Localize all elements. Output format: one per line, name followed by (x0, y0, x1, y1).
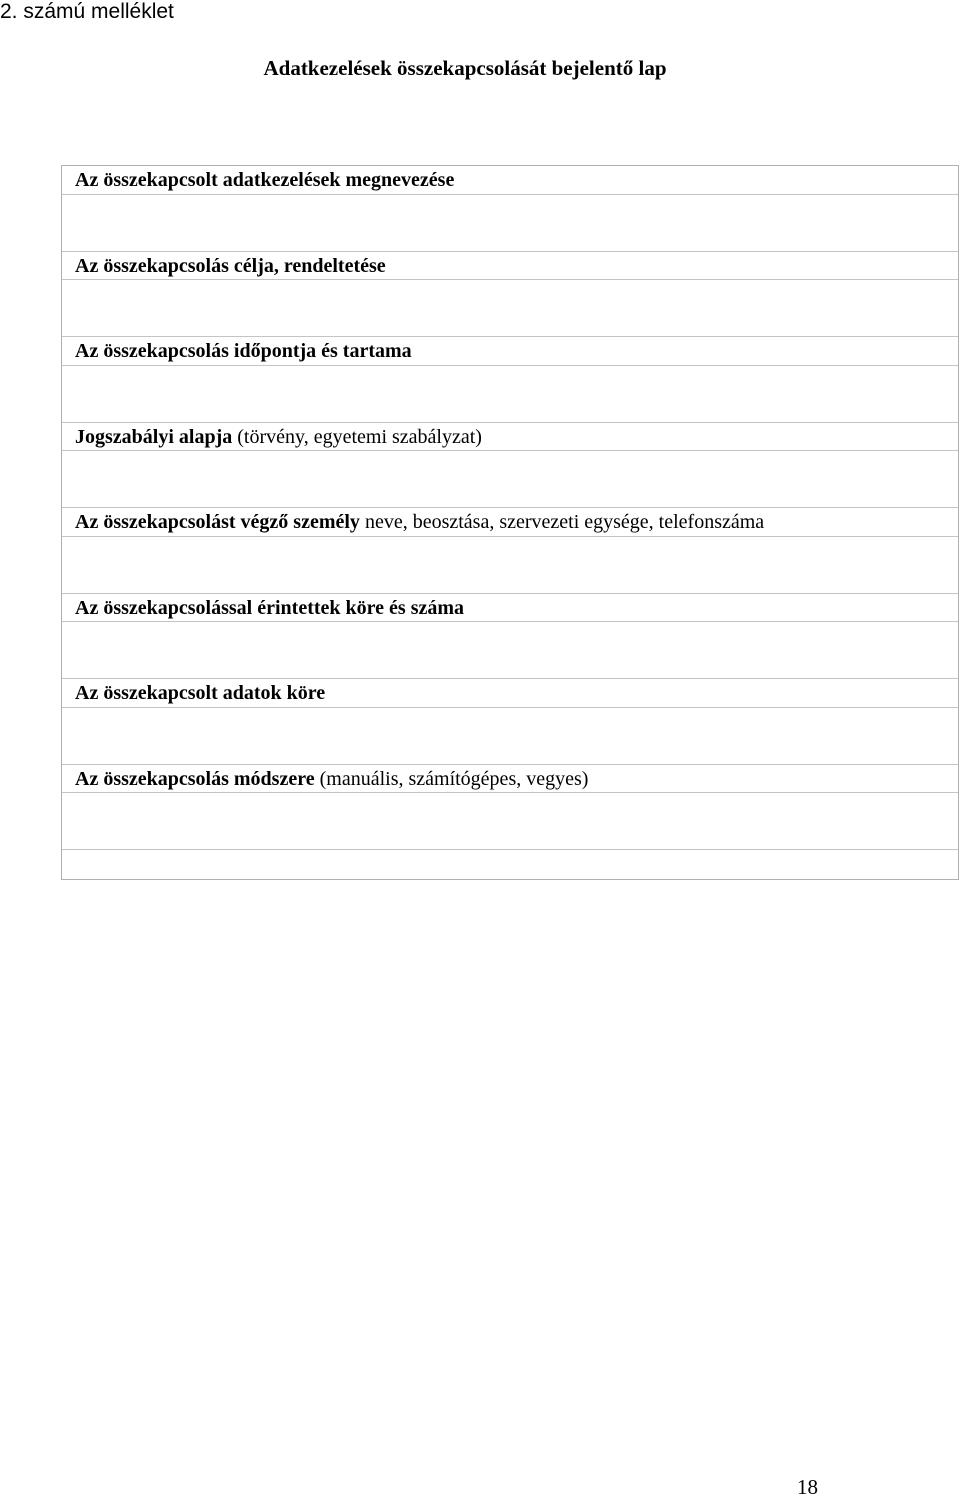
field-label-linked-processing-name (62, 166, 958, 195)
annex-label: 2. számú melléklet (0, 0, 174, 23)
field-label-bold: Az összekapcsolást végző személy (75, 511, 360, 533)
field-input-linked-data-scope[interactable] (62, 708, 958, 765)
field-label-linking-method (62, 765, 958, 794)
field-input-linked-processing-name[interactable] (62, 195, 958, 252)
field-label-linked-data-scope (62, 679, 958, 708)
field-label-bold: Az összekapcsolt adatok köre (75, 682, 326, 704)
field-input-linking-method-extra[interactable] (62, 850, 958, 879)
field-input-affected-persons[interactable] (62, 622, 958, 679)
field-label-bold: Az összekapcsolás célja, rendeltetése (75, 254, 386, 277)
field-input-purpose[interactable] (62, 280, 958, 337)
document-title: Adatkezelések összekapcsolását bejelentő lap (263, 56, 667, 80)
field-label-bold: Az összekapcsolással érintettek köre és száma (75, 596, 465, 619)
field-label-bold: Az összekapcsolt adatkezelések megnevezése (75, 169, 455, 191)
field-input-legal-basis[interactable] (62, 451, 958, 508)
field-input-responsible-person[interactable] (62, 537, 958, 594)
field-input-linking-method[interactable] (62, 793, 958, 850)
field-label-purpose (62, 252, 958, 281)
field-input-time-and-duration[interactable] (62, 366, 958, 423)
field-label-note: neve, beosztása, szervezeti egysége, telefonszáma (359, 511, 765, 533)
field-label-note: (manuális, számítógépes, vegyes) (314, 767, 589, 790)
field-label-bold: Az összekapcsolás időpontja és tartama (75, 340, 412, 362)
field-label-note: (törvény, egyetemi szabályzat) (232, 425, 482, 448)
field-label-affected-persons (62, 594, 958, 623)
form-table (61, 165, 959, 880)
field-label-bold: Az összekapcsolás módszere (75, 767, 315, 790)
page-number: 18 (797, 1475, 818, 1499)
field-label-time-and-duration (62, 337, 958, 366)
field-label-legal-basis (62, 423, 958, 452)
field-label-responsible-person (62, 508, 958, 537)
field-label-bold: Jogszabályi alapja (75, 425, 233, 448)
